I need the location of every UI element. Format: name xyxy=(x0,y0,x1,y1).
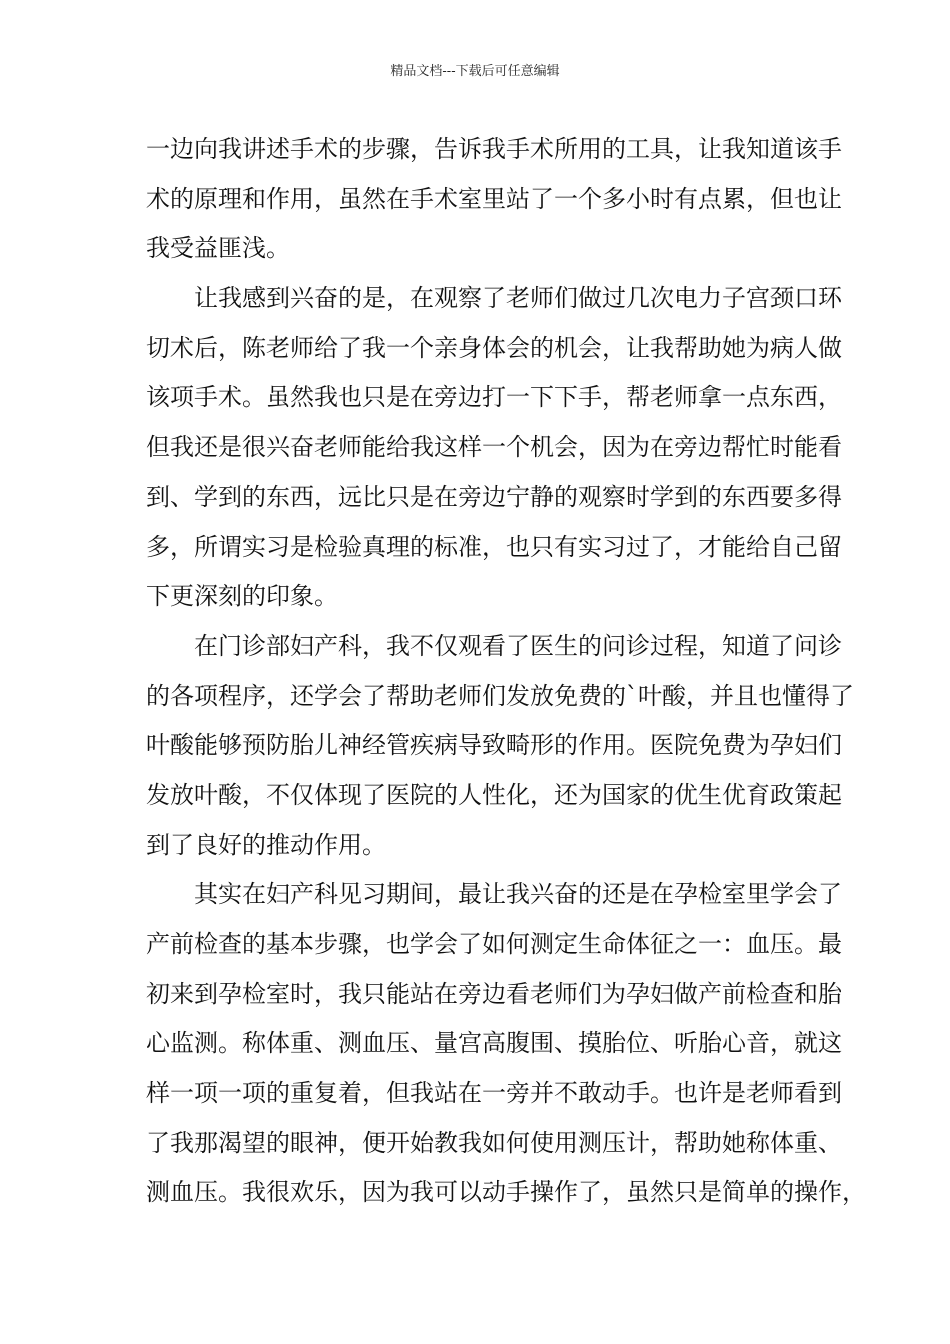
text-line: 让我感到兴奋的是，在观察了老师们做过几次电力子宫颈口环 xyxy=(194,284,842,313)
text-line: 测血压。我很欢乐，因为我可以动手操作了，虽然只是简单的操作， xyxy=(146,1178,866,1207)
text-line: 叶酸能够预防胎儿神经管疾病导致畸形的作用。医院免费为孕妇们 xyxy=(146,731,842,760)
text-line: 切术后，陈老师给了我一个亲身体会的机会，让我帮助她为病人做 xyxy=(146,333,842,362)
text-line: 心监测。称体重、测血压、量宫高腹围、摸胎位、听胎心音，就这 xyxy=(146,1029,842,1058)
text-line: 术的原理和作用，虽然在手术室里站了一个多小时有点累，但也让 xyxy=(146,184,842,213)
text-line: 多，所谓实习是检验真理的标准，也只有实习过了，才能给自己留 xyxy=(146,532,842,561)
text-line: 样一项一项的重复着，但我站在一旁并不敢动手。也许是老师看到 xyxy=(146,1079,842,1108)
text-line: 初来到孕检室时，我只能站在旁边看老师们为孕妇做产前检查和胎 xyxy=(146,979,842,1008)
text-line: 的各项程序，还学会了帮助老师们发放免费的`叶酸，并且也懂得了 xyxy=(146,681,854,710)
page-header: 精品文档---下载后可任意编辑 xyxy=(390,64,560,79)
text-line: 下更深刻的印象。 xyxy=(146,582,338,611)
text-line: 产前检查的基本步骤，也学会了如何测定生命体征之一：血压。最 xyxy=(146,930,842,958)
text-line: 在门诊部妇产科，我不仅观看了医生的问诊过程，知道了问诊 xyxy=(194,631,842,660)
text-line: 发放叶酸，不仅体现了医院的人性化，还为国家的优生优育政策起 xyxy=(146,780,842,809)
body-text xyxy=(146,125,866,1218)
text-line: 了我那渴望的眼神，便开始教我如何使用测压计，帮助她称体重、 xyxy=(146,1128,842,1157)
text-line: 但我还是很兴奋老师能给我这样一个机会，因为在旁边帮忙时能看 xyxy=(146,433,842,462)
text-line: 到、学到的东西，远比只是在旁边宁静的观察时学到的东西要多得 xyxy=(146,482,842,511)
text-line: 其实在妇产科见习期间，最让我兴奋的还是在孕检室里学会了 xyxy=(194,880,842,909)
text-line: 该项手术。虽然我也只是在旁边打一下下手，帮老师拿一点东西， xyxy=(146,383,842,412)
text-line: 我受益匪浅。 xyxy=(146,234,290,263)
text-line: 一边向我讲述手术的步骤，告诉我手术所用的工具，让我知道该手 xyxy=(146,135,842,163)
text-line: 到了良好的推动作用。 xyxy=(146,830,386,859)
